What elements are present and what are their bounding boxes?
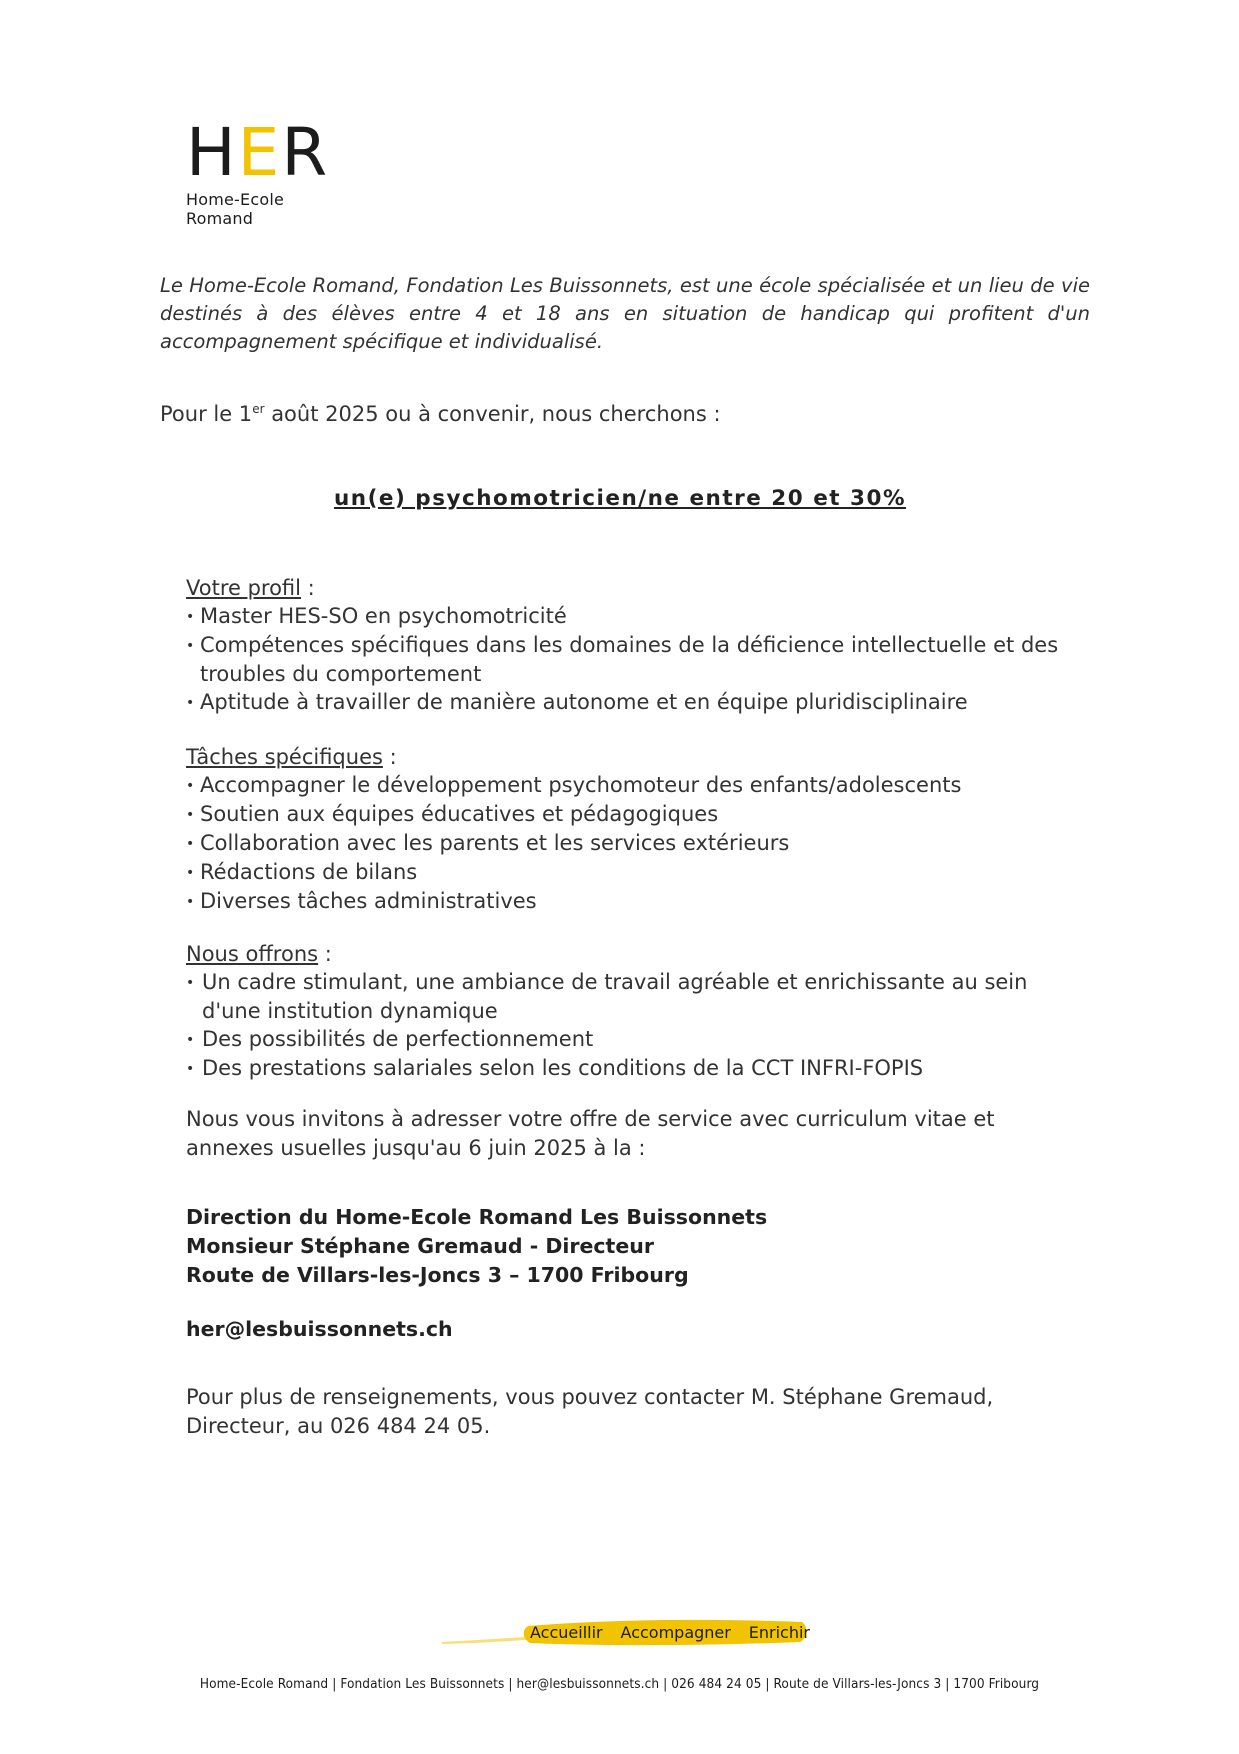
logo-letter-r: R	[281, 114, 330, 191]
page-footer: Home-Ecole Romand | Fondation Les Buissonnets | her@lesbuissonnets.ch | 026 484 24 05 | Route de Villars-les-Joncs 3 | 1700 Fribourg	[199, 1676, 1040, 1692]
job-title: un(e) psychomotricien/ne entre 20 et 30%	[333, 486, 907, 511]
bullet-icon: •	[186, 778, 195, 794]
lead-sup: er	[252, 402, 265, 416]
list-item	[186, 858, 1086, 887]
list-item	[186, 800, 1086, 829]
her-logo	[186, 114, 356, 233]
slogan-word: Accompagner	[620, 1622, 731, 1642]
bullet-icon: •	[186, 894, 195, 910]
tasks-heading-colon: :	[382, 745, 397, 769]
tasks-heading-label: Tâches spécifiques	[186, 745, 383, 769]
list-item-text: Rédactions de bilans	[200, 860, 418, 884]
bullet-icon: •	[186, 1032, 195, 1048]
bullet-icon: •	[186, 836, 195, 852]
list-item	[186, 602, 1086, 631]
logo-subtitle: Home-Ecole Romand	[186, 190, 285, 228]
application-invite: Nous vous invitons à adresser votre offre de service avec curriculum vitae et annexes usuelles jusqu'au 6 juin 2025 à la :	[186, 1107, 995, 1160]
list-item-text: Soutien aux équipes éducatives et pédagogiques	[200, 802, 719, 826]
list-item	[186, 968, 1086, 1025]
bullet-icon: •	[186, 807, 195, 823]
offer-heading-label: Nous offrons	[186, 942, 319, 966]
tasks-section	[186, 743, 1086, 916]
profile-heading-label: Votre profil	[186, 576, 301, 600]
profile-section	[186, 574, 1086, 717]
list-item-text: Aptitude à travailler de manière autonome et en équipe pluridisciplinaire	[200, 690, 968, 714]
bullet-icon: •	[186, 638, 195, 654]
list-item	[186, 1025, 1086, 1054]
bullet-icon: •	[186, 1061, 195, 1077]
address-line: Route de Villars-les-Joncs 3 – 1700 Fribourg	[186, 1263, 689, 1287]
slogan	[530, 1619, 810, 1645]
bullet-icon: •	[186, 975, 195, 991]
contact-email-link[interactable]: her@lesbuissonnets.ch	[186, 1317, 453, 1341]
list-item-text: Master HES-SO en psychomotricité	[200, 604, 567, 628]
bullet-icon: •	[186, 865, 195, 881]
offer-heading-colon: :	[318, 942, 332, 966]
slogan-word: Enrichir	[748, 1622, 810, 1642]
postal-address	[186, 1203, 1066, 1290]
logo-wordmark	[186, 114, 356, 191]
list-item-text: Accompagner le développement psychomoteur des enfants/adolescents	[200, 773, 962, 797]
list-item-text: Un cadre stimulant, une ambiance de travail agréable et enrichissante au sein d'une institution dynamique	[202, 970, 1028, 1023]
tasks-heading	[186, 743, 1086, 771]
lead-sentence	[160, 402, 960, 426]
list-item	[186, 887, 1086, 916]
list-item	[186, 631, 1086, 688]
profile-list	[186, 602, 1086, 717]
profile-heading	[186, 574, 1086, 602]
address-line: Monsieur Stéphane Gremaud - Directeur	[186, 1234, 654, 1258]
bullet-icon: •	[186, 695, 195, 711]
offer-section	[186, 940, 1086, 1083]
tasks-list	[186, 771, 1086, 916]
profile-heading-colon: :	[301, 576, 315, 600]
list-item-text: Collaboration avec les parents et les services extérieurs	[200, 831, 790, 855]
list-item-text: Compétences spécifiques dans les domaines de la déficience intellectuelle et des troubles du comportement	[200, 633, 1059, 686]
lead-before: Pour le 1	[160, 402, 253, 426]
contact-info: Pour plus de renseignements, vous pouvez contacter M. Stéphane Gremaud, Directeur, au 026 484 24 05.	[186, 1385, 994, 1438]
bullet-icon: •	[186, 609, 195, 625]
address-line: Direction du Home-Ecole Romand Les Buissonnets	[186, 1205, 768, 1229]
list-item-text: Diverses tâches administratives	[200, 889, 537, 913]
list-item	[186, 829, 1086, 858]
list-item-text: Des prestations salariales selon les conditions de la CCT INFRI-FOPIS	[202, 1056, 924, 1080]
list-item-text: Des possibilités de perfectionnement	[202, 1027, 594, 1051]
logo-letter-e: E	[237, 114, 282, 191]
logo-letter-h: H	[186, 114, 238, 191]
intro-paragraph: Le Home-Ecole Romand, Fondation Les Buissonnets, est une école spécialisée et un lieu de vie destinés à des élèves entre 4 et 18 ans en situation de handicap qui profitent d'un accompagnement spécifique et individualisé.	[160, 274, 1090, 353]
list-item	[186, 1054, 1086, 1083]
lead-after: août 2025 ou à convenir, nous cherchons :	[264, 402, 721, 426]
offer-list	[186, 968, 1086, 1083]
offer-heading	[186, 940, 1086, 968]
slogan-word: Accueillir	[530, 1622, 603, 1642]
list-item	[186, 688, 1086, 717]
list-item	[186, 771, 1086, 800]
